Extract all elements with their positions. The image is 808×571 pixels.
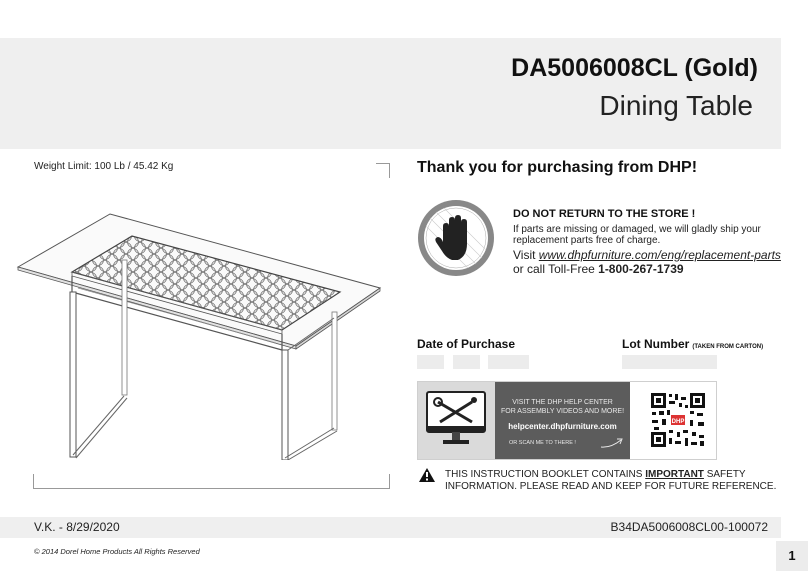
- stop-hand-icon: [416, 198, 496, 278]
- lot-number-text: Lot Number: [622, 337, 690, 351]
- warning-triangle-icon: [418, 467, 436, 483]
- thank-you-heading: Thank you for purchasing from DHP!: [417, 159, 698, 176]
- page-number-box: [776, 541, 808, 571]
- qr-tile: [630, 382, 716, 459]
- scan-prompt: OR SCAN ME TO THERE !: [509, 440, 576, 446]
- visit-line: [513, 248, 781, 262]
- purchase-year-field[interactable]: [488, 355, 529, 369]
- do-not-return-heading: DO NOT RETURN TO THE STORE !: [513, 208, 696, 220]
- lot-number-label: [622, 337, 763, 351]
- frame-corner: [376, 163, 390, 178]
- help-center-line1: VISIT THE DHP HELP CENTER: [512, 399, 613, 406]
- date-of-purchase-label: Date of Purchase: [417, 337, 516, 351]
- call-prefix: or call Toll-Free: [513, 262, 599, 276]
- visit-prefix: Visit: [513, 248, 539, 262]
- tools-monitor-icon: [418, 382, 495, 459]
- call-line: [513, 262, 684, 276]
- warning-text-2: SAFETY: [703, 469, 746, 480]
- warning-text-1: THIS INSTRUCTION BOOKLET CONTAINS: [445, 469, 646, 480]
- arrow-icon: [599, 436, 625, 450]
- toll-free-phone: 1-800-267-1739: [598, 262, 684, 276]
- missing-parts-text: If parts are missing or damaged, we will gladly ship your: [513, 224, 761, 235]
- purchase-month-field[interactable]: [453, 355, 480, 369]
- help-monitor-tile: [418, 382, 495, 459]
- model-number: DA5006008CL (Gold): [511, 54, 758, 82]
- replacement-parts-link[interactable]: www.dhpfurniture.com/eng/replacement-parts: [538, 248, 781, 262]
- qr-badge: DHP: [671, 419, 685, 425]
- dining-table-illustration: [14, 200, 394, 460]
- page-number: 1: [788, 548, 796, 563]
- qr-code-icon[interactable]: [650, 392, 706, 448]
- help-center-line2: FOR ASSEMBLY VIDEOS AND MORE!: [500, 408, 625, 415]
- missing-parts-text-2: replacement parts free of charge.: [513, 235, 661, 246]
- weight-limit: Weight Limit: 100 Lb / 45.42 Kg: [34, 161, 174, 172]
- help-center-panel: [417, 381, 717, 460]
- frame-bottom: [33, 474, 390, 489]
- lot-number-field[interactable]: [622, 355, 717, 369]
- lot-number-note: (TAKEN FROM CARTON): [692, 344, 764, 350]
- warning-line-1: [445, 469, 746, 480]
- help-center-url[interactable]: helpcenter.dhpfurniture.com: [508, 422, 617, 431]
- warning-important: IMPORTANT: [645, 469, 704, 480]
- product-name: Dining Table: [599, 90, 753, 121]
- version-date: V.K. - 8/29/2020: [34, 520, 120, 534]
- document-code: B34DA5006008CL00-100072: [610, 520, 768, 534]
- copyright-notice: © 2014 Dorel Home Products All Rights Reserved: [34, 547, 200, 556]
- warning-line-2: INFORMATION. PLEASE READ AND KEEP FOR FUTURE REFERENCE.: [445, 481, 777, 492]
- purchase-day-field[interactable]: [417, 355, 444, 369]
- help-center-info: [495, 382, 630, 459]
